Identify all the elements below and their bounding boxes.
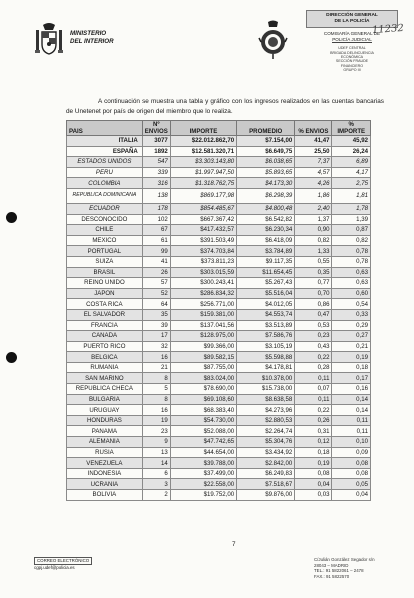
cell-pct-envios: 0,18 [295, 447, 332, 458]
table-row [67, 225, 371, 236]
cell-importe: $87.755,00 [170, 362, 236, 373]
cell-pct-envios: 0,11 [295, 394, 332, 405]
cgpj-line-1: COMISARÍA GENERAL DE [323, 31, 381, 36]
cell-pct-envios: 0,55 [295, 256, 332, 267]
table-row [67, 394, 371, 405]
cell-country: ESTADOS UNIDOS [67, 157, 143, 168]
cell-country: RUSIA [67, 447, 143, 458]
cell-pct-envios: 1,86 [295, 188, 332, 203]
cell-pct-importe: 0,10 [332, 437, 371, 448]
cell-pct-importe: 1,39 [332, 214, 371, 225]
address-line-2: 28043 – MADRID [314, 562, 349, 568]
cell-pct-envios: 0,35 [295, 267, 332, 278]
police-badge-icon [258, 20, 288, 60]
cell-importe: $78.690,00 [170, 384, 236, 395]
unit-line-4: SECCIÓN FRAUDE [335, 59, 369, 64]
dg-line-2: DE LA POLICÍA [334, 19, 370, 24]
cell-pct-importe: 1,78 [332, 203, 371, 214]
cell-country: HONDURAS [67, 415, 143, 426]
table-row [67, 373, 371, 384]
cell-envios: 138 [142, 188, 170, 203]
cell-importe: $391.503,49 [170, 235, 236, 246]
cell-pct-envios: 41,47 [295, 136, 332, 147]
cell-promedio: $7.518,67 [237, 479, 295, 490]
cell-pct-envios: 0,31 [295, 426, 332, 437]
footer-contact [34, 557, 92, 571]
cell-pct-envios: 0,90 [295, 225, 332, 236]
header-promedio: PROMEDIO [237, 121, 295, 136]
coat-of-arms-icon [34, 22, 64, 56]
cell-envios: 6 [142, 468, 170, 479]
cell-envios: 35 [142, 309, 170, 320]
cell-importe: $256.771,00 [170, 299, 236, 310]
table-row [67, 278, 371, 289]
table-row [67, 188, 371, 203]
cell-country: REPUBLICA CHECA [67, 384, 143, 395]
cell-importe: $1.997.947,50 [170, 167, 236, 178]
cell-importe: $44.654,00 [170, 447, 236, 458]
table-row [67, 214, 371, 225]
cell-importe: $99.366,00 [170, 341, 236, 352]
table-row [67, 203, 371, 214]
cell-envios: 16 [142, 352, 170, 363]
cell-country: PUERTO RICO [67, 341, 143, 352]
cell-country: ESPAÑA [67, 146, 143, 157]
cell-promedio: $8.638,58 [237, 394, 295, 405]
cell-importe: $159.381,00 [170, 309, 236, 320]
cell-pct-envios: 0,12 [295, 437, 332, 448]
cell-promedio: $4.173,30 [237, 178, 295, 189]
cell-envios: 8 [142, 373, 170, 384]
cell-country: BULGARIA [67, 394, 143, 405]
unit-line-5: FINANCIERO [340, 63, 364, 68]
cell-envios: 102 [142, 214, 170, 225]
cell-importe: $300.243,41 [170, 278, 236, 289]
table-row [67, 468, 371, 479]
intro-paragraph: A continuación se muestra una tabla y gráfico con los ingresos realizados en las cuentas bancarias de Unetenet por país de origen del miembro que lo realiza. [66, 98, 384, 116]
table-row [67, 136, 371, 147]
address-line-3: TEL.: 91 5822061 – 2478 [314, 568, 364, 574]
cell-importe: $89.582,15 [170, 352, 236, 363]
cell-country: PORTUGAL [67, 246, 143, 257]
cell-pct-importe: 0,82 [332, 235, 371, 246]
header-envios-line-1: Nº [152, 121, 160, 128]
cell-importe: $286.834,32 [170, 288, 236, 299]
cell-promedio: $6.298,39 [237, 188, 295, 203]
address-line-1: C/Julián González Segador s/n [314, 557, 375, 562]
cell-pct-importe: 0,21 [332, 341, 371, 352]
cell-country: UCRANIA [67, 479, 143, 490]
cell-pct-importe: 0,09 [332, 447, 371, 458]
unit-details [306, 46, 398, 72]
table-row [67, 167, 371, 178]
table-row [67, 479, 371, 490]
cell-country: ITALIA [67, 136, 143, 147]
cell-promedio: $6.649,75 [237, 146, 295, 157]
cell-promedio: $9.117,35 [237, 256, 295, 267]
cell-pct-importe: 1,81 [332, 188, 371, 203]
unit-line-1: UDEF CENTRAL [338, 46, 366, 51]
binder-hole-marker [6, 212, 17, 223]
cell-envios: 39 [142, 320, 170, 331]
cell-country: BRASIL [67, 267, 143, 278]
table-row [67, 146, 371, 157]
cell-country: SAN MARINO [67, 373, 143, 384]
cell-country: INDONESIA [67, 468, 143, 479]
ministry-line-2: DEL INTERIOR [70, 37, 114, 45]
unit-line-3: ECONÓMICA [340, 55, 364, 59]
cell-envios: 1892 [142, 146, 170, 157]
dg-line-1: DIRECCIÓN GENERAL [326, 13, 378, 18]
cell-pct-envios: 0,03 [295, 490, 332, 501]
header-envios-line-2: ENVIOS [144, 128, 168, 135]
cell-pct-importe: 0,78 [332, 246, 371, 257]
cell-pct-importe: 0,11 [332, 426, 371, 437]
email-value: cgpj.udef@policia.es [34, 565, 75, 570]
cell-envios: 57 [142, 278, 170, 289]
cell-promedio: $9.876,00 [237, 490, 295, 501]
cell-promedio: $6.418,09 [237, 235, 295, 246]
table-row [67, 256, 371, 267]
cell-pct-envios: 0,08 [295, 468, 332, 479]
cell-promedio: $4.273,96 [237, 405, 295, 416]
cell-pct-envios: 0,86 [295, 299, 332, 310]
table-row [67, 320, 371, 331]
cell-pct-importe: 0,14 [332, 405, 371, 416]
table-header-row [67, 121, 371, 136]
cell-promedio: $6.542,82 [237, 214, 295, 225]
deposits-by-country-table [66, 120, 371, 501]
cell-pct-importe: 0,63 [332, 278, 371, 289]
cell-pct-envios: 0,47 [295, 309, 332, 320]
cell-promedio: $3.434,92 [237, 447, 295, 458]
cell-pct-importe: 0,33 [332, 309, 371, 320]
cell-country: PANAMA [67, 426, 143, 437]
header-importe: IMPORTE [170, 121, 236, 136]
table-row [67, 415, 371, 426]
cell-promedio: $6.249,83 [237, 468, 295, 479]
cell-importe: $128.975,00 [170, 331, 236, 342]
cell-envios: 9 [142, 437, 170, 448]
cell-pct-envios: 0,26 [295, 415, 332, 426]
cell-importe: $19.752,00 [170, 490, 236, 501]
cell-promedio: $5.304,76 [237, 437, 295, 448]
cell-pct-envios: 7,37 [295, 157, 332, 168]
cell-country: EL SALVADOR [67, 309, 143, 320]
cell-pct-envios: 0,77 [295, 278, 332, 289]
table-row [67, 246, 371, 257]
cell-promedio: $3.513,89 [237, 320, 295, 331]
cell-pct-importe: 0,17 [332, 373, 371, 384]
ministry-line-1: MINISTERIO [70, 30, 107, 37]
footer-address [314, 557, 375, 579]
cell-promedio: $4.012,05 [237, 299, 295, 310]
header-pct-envios: % ENVIOS [295, 121, 332, 136]
cell-importe: $52.088,00 [170, 426, 236, 437]
cell-importe: $54.730,00 [170, 415, 236, 426]
cell-promedio: $5.516,04 [237, 288, 295, 299]
table-row [67, 309, 371, 320]
cell-pct-envios: 0,19 [295, 458, 332, 469]
cell-country: ECUADOR [67, 203, 143, 214]
cell-promedio: $5.267,43 [237, 278, 295, 289]
cell-country: MEXICO [67, 235, 143, 246]
cell-country: BOLIVIA [67, 490, 143, 501]
cell-envios: 13 [142, 447, 170, 458]
cell-envios: 3 [142, 479, 170, 490]
cell-envios: 19 [142, 415, 170, 426]
cell-envios: 8 [142, 394, 170, 405]
cell-promedio: $2.842,00 [237, 458, 295, 469]
cell-envios: 99 [142, 246, 170, 257]
table-row [67, 288, 371, 299]
cell-envios: 32 [142, 341, 170, 352]
cell-pct-envios: 0,70 [295, 288, 332, 299]
cell-importe: $47.742,65 [170, 437, 236, 448]
table-row [67, 267, 371, 278]
cell-pct-importe: 45,92 [332, 136, 371, 147]
cell-promedio: $5.893,65 [237, 167, 295, 178]
cell-importe: $303.015,59 [170, 267, 236, 278]
cell-envios: 14 [142, 458, 170, 469]
cell-pct-envios: 0,53 [295, 320, 332, 331]
table-row [67, 341, 371, 352]
cell-importe: $374.703,84 [170, 246, 236, 257]
table-body [67, 136, 371, 501]
cell-pct-envios: 1,33 [295, 246, 332, 257]
police-header [306, 10, 398, 73]
cell-promedio: $3.105,19 [237, 341, 295, 352]
cell-country: PERU [67, 167, 143, 178]
cell-pct-envios: 0,22 [295, 405, 332, 416]
cell-pct-importe: 4,17 [332, 167, 371, 178]
cell-pct-importe: 0,11 [332, 415, 371, 426]
cell-country: RUMANIA [67, 362, 143, 373]
cell-promedio: $4.553,74 [237, 309, 295, 320]
cell-importe: $37.499,00 [170, 468, 236, 479]
cell-importe: $68.383,40 [170, 405, 236, 416]
table-row [67, 447, 371, 458]
cell-envios: 52 [142, 288, 170, 299]
cell-country: REPUBLICA DOMINICANA [67, 188, 143, 203]
table-row [67, 490, 371, 501]
cell-pct-envios: 0,07 [295, 384, 332, 395]
cell-country: CHILE [67, 225, 143, 236]
cell-envios: 67 [142, 225, 170, 236]
cell-pct-envios: 25,50 [295, 146, 332, 157]
binder-hole-marker [6, 352, 17, 363]
cell-importe: $1.318.762,75 [170, 178, 236, 189]
cell-country: URUGUAY [67, 405, 143, 416]
cell-promedio: $6.230,34 [237, 225, 295, 236]
table-row [67, 178, 371, 189]
table-row [67, 299, 371, 310]
cell-importe: $12.581.320,71 [170, 146, 236, 157]
email-label: CORREO ELECTRÓNICO [34, 557, 92, 565]
cell-promedio: $7.586,76 [237, 331, 295, 342]
handwritten-folio-number: 11232 [371, 22, 405, 37]
cell-pct-importe: 0,54 [332, 299, 371, 310]
page-number: 7 [232, 541, 236, 548]
cell-envios: 41 [142, 256, 170, 267]
cell-pct-envios: 0,43 [295, 341, 332, 352]
cell-envios: 21 [142, 362, 170, 373]
cell-pct-importe: 0,16 [332, 384, 371, 395]
cell-pct-importe: 26,24 [332, 146, 371, 157]
cell-envios: 3077 [142, 136, 170, 147]
cell-pct-importe: 0,18 [332, 362, 371, 373]
cell-envios: 178 [142, 203, 170, 214]
cell-promedio: $3.784,89 [237, 246, 295, 257]
cell-pct-importe: 0,29 [332, 320, 371, 331]
header-pais: PAIS [67, 121, 143, 136]
cell-envios: 339 [142, 167, 170, 178]
cell-country: CANADA [67, 331, 143, 342]
table-row [67, 362, 371, 373]
table-row [67, 352, 371, 363]
cell-pct-envios: 0,22 [295, 352, 332, 363]
cell-country: JAPON [67, 288, 143, 299]
cell-importe: $417.432,57 [170, 225, 236, 236]
cell-pct-envios: 0,11 [295, 373, 332, 384]
cell-envios: 547 [142, 157, 170, 168]
table-row [67, 384, 371, 395]
ministry-name [70, 30, 114, 45]
cell-envios: 16 [142, 405, 170, 416]
table-row [67, 157, 371, 168]
cell-pct-importe: 2,75 [332, 178, 371, 189]
unit-line-6: GRUPO III [343, 68, 361, 73]
table-row [67, 331, 371, 342]
header-pct-importe: % IMPORTE [332, 121, 371, 136]
cell-promedio: $5.598,88 [237, 352, 295, 363]
cell-country: ALEMANIA [67, 437, 143, 448]
cell-importe: $667.367,42 [170, 214, 236, 225]
cell-pct-envios: 4,26 [295, 178, 332, 189]
cell-pct-importe: 0,08 [332, 468, 371, 479]
cell-country: BELGICA [67, 352, 143, 363]
address-line-4: FAX.: 91 5822570 [314, 573, 350, 579]
cell-country: VENEZUELA [67, 458, 143, 469]
cell-pct-envios: 0,23 [295, 331, 332, 342]
table-row [67, 437, 371, 448]
cell-envios: 5 [142, 384, 170, 395]
cell-pct-importe: 0,04 [332, 490, 371, 501]
cell-country: COSTA RICA [67, 299, 143, 310]
cell-importe: $22.558,00 [170, 479, 236, 490]
cell-pct-importe: 0,63 [332, 267, 371, 278]
cell-pct-envios: 4,57 [295, 167, 332, 178]
cell-envios: 2 [142, 490, 170, 501]
cell-pct-importe: 0,05 [332, 479, 371, 490]
cell-importe: $854.485,67 [170, 203, 236, 214]
cell-promedio: $10.378,00 [237, 373, 295, 384]
cell-country: COLOMBIA [67, 178, 143, 189]
cell-promedio: $2.880,53 [237, 415, 295, 426]
cell-pct-envios: 0,28 [295, 362, 332, 373]
cell-pct-envios: 0,82 [295, 235, 332, 246]
cell-importe: $373.811,23 [170, 256, 236, 267]
cell-envios: 23 [142, 426, 170, 437]
cell-importe: $869.177,98 [170, 188, 236, 203]
cell-envios: 61 [142, 235, 170, 246]
cell-envios: 26 [142, 267, 170, 278]
table-row [67, 235, 371, 246]
header-envios [142, 121, 170, 136]
cgpj-line-2: POLICÍA JUDICIAL [332, 36, 372, 42]
cell-importe: $3.303.143,80 [170, 157, 236, 168]
cell-promedio: $4.178,81 [237, 362, 295, 373]
cell-pct-envios: 1,37 [295, 214, 332, 225]
cell-pct-importe: 0,19 [332, 352, 371, 363]
cell-envios: 64 [142, 299, 170, 310]
table-row [67, 405, 371, 416]
cell-importe: $83.024,00 [170, 373, 236, 384]
ministry-header [34, 22, 114, 56]
cell-importe: $137.041,56 [170, 320, 236, 331]
cell-pct-importe: 0,14 [332, 394, 371, 405]
cell-envios: 316 [142, 178, 170, 189]
cell-pct-importe: 0,60 [332, 288, 371, 299]
cell-promedio: $2.264,74 [237, 426, 295, 437]
cell-country: REINO UNIDO [67, 278, 143, 289]
cell-importe: $39.788,00 [170, 458, 236, 469]
cell-promedio: $4.800,48 [237, 203, 295, 214]
cell-importe: $22.012.862,70 [170, 136, 236, 147]
cell-importe: $69.108,60 [170, 394, 236, 405]
cell-country: DESCONOCIDO [67, 214, 143, 225]
cell-promedio: $6.038,65 [237, 157, 295, 168]
cell-pct-importe: 0,87 [332, 225, 371, 236]
cell-pct-envios: 0,04 [295, 479, 332, 490]
cell-country: SUIZA [67, 256, 143, 267]
cell-pct-importe: 0,08 [332, 458, 371, 469]
cell-pct-importe: 6,89 [332, 157, 371, 168]
cell-pct-envios: 2,40 [295, 203, 332, 214]
cell-pct-importe: 0,27 [332, 331, 371, 342]
table-row [67, 426, 371, 437]
cell-promedio: $11.654,45 [237, 267, 295, 278]
cell-promedio: $15.738,00 [237, 384, 295, 395]
cell-promedio: $7.154,00 [237, 136, 295, 147]
unit-line-2: BRIGADA DELINCUENCIA [330, 50, 374, 55]
cell-envios: 17 [142, 331, 170, 342]
cell-country: FRANCIA [67, 320, 143, 331]
cell-pct-importe: 0,78 [332, 256, 371, 267]
table-row [67, 458, 371, 469]
